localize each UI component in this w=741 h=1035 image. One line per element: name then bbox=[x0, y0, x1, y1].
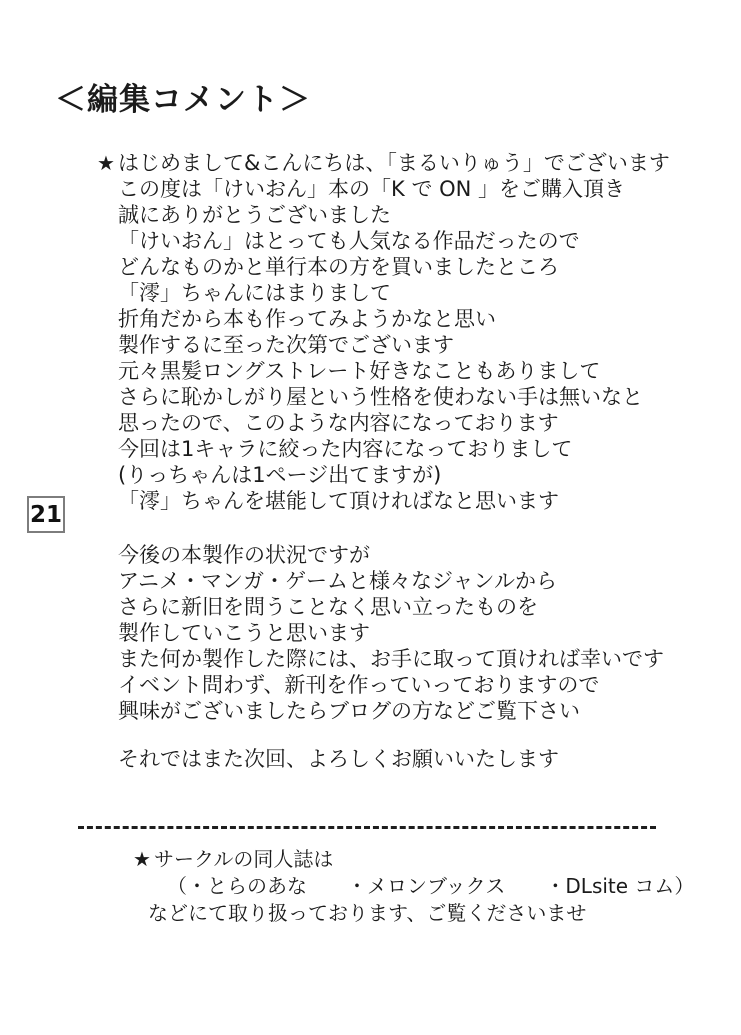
star-icon: ★ bbox=[133, 847, 151, 871]
dashed-separator bbox=[78, 826, 656, 829]
body-line: 今後の本製作の状況ですが bbox=[118, 543, 370, 567]
greeting-paragraph bbox=[97, 150, 670, 514]
body-line: 「けいおん」はとっても人気なる作品だったので bbox=[118, 229, 580, 253]
body-line: 誠にありがとうございました bbox=[118, 203, 391, 227]
body-line: アニメ・マンガ・ゲームと様々なジャンルから bbox=[118, 569, 558, 593]
body-line-text: はじめまして&こんにちは、「まるいりゅう」でございます bbox=[118, 151, 670, 175]
body-line bbox=[97, 150, 670, 176]
body-line: 「澪」ちゃんを堪能して頂ければなと思います bbox=[118, 489, 559, 513]
footer bbox=[0, 846, 694, 927]
footer-line bbox=[0, 846, 694, 873]
footer-line: （・とらのあな ・メロンブックス ・DLsite コム） bbox=[167, 874, 695, 898]
page-number: 21 bbox=[29, 501, 62, 528]
body-line: 製作していこうと思います bbox=[118, 621, 370, 645]
body-line: 思ったので、このような内容になっております bbox=[118, 411, 559, 435]
body-line: さらに新旧を問うことなく思い立ったものを bbox=[118, 595, 538, 619]
body-line: 今回は1キャラに絞った内容になっておりまして bbox=[118, 437, 573, 461]
body-line: 製作するに至った次第でございます bbox=[118, 333, 454, 357]
footer-line: などにて取り扱っております、ご覧くださいませ bbox=[148, 901, 587, 925]
future-plans-paragraph bbox=[118, 542, 664, 724]
body-line: それではまた次回、よろしくお願いいたします bbox=[118, 747, 559, 771]
body-line: (りっちゃんは1ページ出てますが) bbox=[118, 463, 442, 487]
body-line: さらに恥かしがり屋という性格を使わない手は無いなと bbox=[118, 385, 643, 409]
body-line: 興味がございましたらブログの方などご覧下さい bbox=[118, 699, 580, 723]
body-line: この度は「けいおん」本の「K で ON 」をご購入頂き bbox=[118, 177, 626, 201]
body-line: どんなものかと単行本の方を買いましたところ bbox=[118, 255, 559, 279]
page-title: ＜編集コメント＞ bbox=[55, 82, 311, 118]
star-icon: ★ bbox=[97, 151, 115, 175]
body-line: 元々黒髪ロングストレート好きなこともありまして bbox=[118, 359, 601, 383]
closing-paragraph bbox=[118, 746, 559, 772]
page-number-box bbox=[27, 496, 65, 533]
body-line: 折角だから本も作ってみようかなと思い bbox=[118, 307, 496, 331]
body-line: 「澪」ちゃんにはまりまして bbox=[118, 281, 391, 305]
body-line: イベント問わず、新刊を作っていっておりますので bbox=[118, 673, 600, 697]
body-line: また何か製作した際には、お手に取って頂ければ幸いです bbox=[118, 647, 664, 671]
footer-line-text: サークルの同人誌は bbox=[154, 847, 334, 871]
